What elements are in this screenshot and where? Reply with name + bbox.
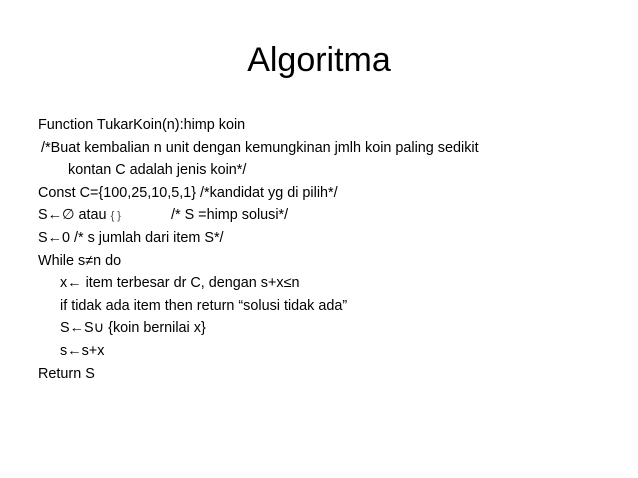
var-s: s [60,342,68,359]
select-post: n [291,275,300,292]
left-arrow-icon: ← [47,229,62,246]
code-line-init-sum [38,227,628,250]
empty-set-icon: ∅ [62,207,75,224]
atau-text: atau [74,207,111,224]
var-x: x [60,275,68,292]
code-line-function: Function TukarKoin(n):himp koin [38,117,246,133]
left-arrow-icon: ← [47,207,62,224]
sum-update-post: s+x [81,342,105,359]
var-s: S [38,229,48,246]
var-s: S [60,320,70,337]
select-mid: item terbesar dr C, dengan s+x [81,275,284,292]
union-post: {koin bernilai x} [104,320,206,337]
code-line-if: if tidak ada item then return “solusi tidak ada” [60,297,348,314]
code-line-sum-update [38,340,628,363]
code-line-return: Return S [38,365,95,382]
while-pre: While s [38,252,86,269]
left-arrow-icon: ← [67,275,82,292]
left-arrow-icon: ← [67,342,82,359]
slide-title: Algoritma [247,41,391,79]
code-line-const: Const C={100,25,10,5,1} /*kandidat yg di pilih*/ [38,184,338,201]
code-line-comment-close: kontan C adalah jenis koin*/ [68,162,247,179]
empty-braces: { } [110,210,121,223]
code-line-init-set [38,204,628,227]
not-equal-icon: ≠ [85,252,94,269]
init-set-comment: /* S =himp solusi*/ [170,207,289,224]
code-line-select [38,272,628,295]
left-arrow-icon: ← [69,320,84,337]
code-line-while [38,250,628,273]
init-sum-rest: 0 /* s jumlah dari item S*/ [62,229,224,246]
code-line-comment-open: /*Buat kembalian n unit dengan kemungkinan jmlh koin paling sedikit [41,139,479,156]
var-s: S [38,207,48,224]
union-icon: ∪ [93,320,105,337]
algorithm-body [38,114,628,385]
code-line-union [38,317,628,340]
var-s2: S [84,320,94,337]
while-post: n do [93,252,122,269]
less-equal-icon: ≤ [283,275,292,292]
